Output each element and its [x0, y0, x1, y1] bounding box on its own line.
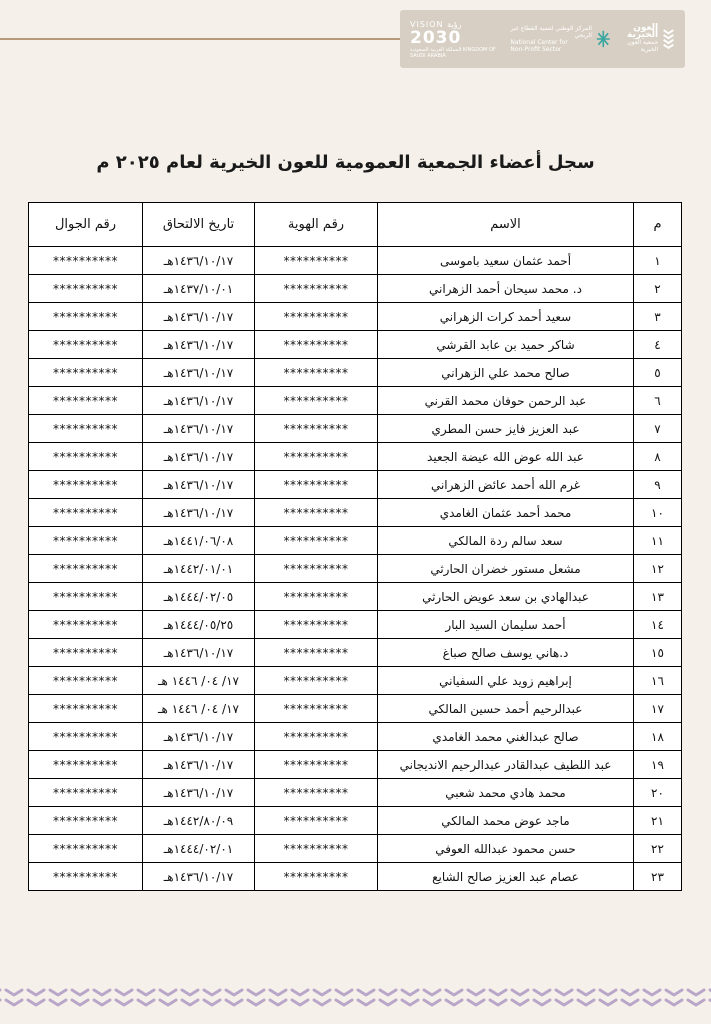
- row-num: ١٥: [634, 639, 682, 667]
- table-row: [29, 443, 682, 471]
- row-phone: **********: [29, 331, 143, 359]
- table-row: [29, 807, 682, 835]
- row-id: **********: [255, 639, 378, 667]
- row-phone: **********: [29, 415, 143, 443]
- row-phone: **********: [29, 471, 143, 499]
- row-num: ١٣: [634, 583, 682, 611]
- row-date: ١٤٣٦/١٠/١٧هـ: [143, 471, 255, 499]
- row-date: ١٤٣٦/١٠/١٧هـ: [143, 443, 255, 471]
- ncnp-emblem-icon: [596, 28, 611, 50]
- row-num: ١: [634, 247, 682, 275]
- row-num: ٢٣: [634, 863, 682, 891]
- table-row: [29, 359, 682, 387]
- row-id: **********: [255, 415, 378, 443]
- table-row: [29, 527, 682, 555]
- row-id: **********: [255, 359, 378, 387]
- row-id: **********: [255, 303, 378, 331]
- row-date: ١٤٣٦/١٠/١٧هـ: [143, 639, 255, 667]
- footer-chevron-pattern: [0, 982, 711, 1022]
- row-num: ٨: [634, 443, 682, 471]
- row-date: ١٤٣٦/١٠/١٧هـ: [143, 359, 255, 387]
- row-name: شاكر حميد بن عابد القرشي: [378, 331, 634, 359]
- row-phone: **********: [29, 303, 143, 331]
- table-row: [29, 331, 682, 359]
- members-table: [28, 202, 682, 891]
- row-date: ١٤٣٦/١٠/١٧هـ: [143, 863, 255, 891]
- row-name: د. محمد سيحان أحمد الزهراني: [378, 275, 634, 303]
- table-row: [29, 611, 682, 639]
- row-id: **********: [255, 723, 378, 751]
- vision-sub: المملكة العربية السعودية KINGDOM OF SAUDI ARABIA: [409, 46, 496, 59]
- row-phone: **********: [29, 835, 143, 863]
- row-id: **********: [255, 247, 378, 275]
- row-date: ١٤٤٤/٠٢/٠١هـ: [143, 835, 255, 863]
- header-logos: [400, 10, 685, 68]
- row-name: عصام عبد العزيز صالح الشايع: [378, 863, 634, 891]
- header-name: الاسم: [378, 203, 634, 247]
- row-num: ١٧: [634, 695, 682, 723]
- row-name: مشعل مستور خضران الحارثي: [378, 555, 634, 583]
- row-date: ١٤٤٤/٠٢/٠٥هـ: [143, 583, 255, 611]
- row-num: ١٩: [634, 751, 682, 779]
- row-phone: **********: [29, 555, 143, 583]
- row-name: غرم الله أحمد عائض الزهراني: [378, 471, 634, 499]
- row-phone: **********: [29, 723, 143, 751]
- row-phone: **********: [29, 779, 143, 807]
- row-id: **********: [255, 331, 378, 359]
- header-num: م: [634, 203, 682, 247]
- row-phone: **********: [29, 807, 143, 835]
- row-name: صالح عبدالغني محمد الغامدي: [378, 723, 634, 751]
- row-num: ٢١: [634, 807, 682, 835]
- table-row: [29, 695, 682, 723]
- row-date: ١٤٣٦/١٠/١٧هـ: [143, 247, 255, 275]
- ncnp-english-line-2: Non-Profit Sector: [510, 46, 562, 53]
- row-id: **********: [255, 443, 378, 471]
- row-num: ١٨: [634, 723, 682, 751]
- row-name: إبراهيم زويد علي السفياني: [378, 667, 634, 695]
- row-date: ١٤٣٦/١٠/١٧هـ: [143, 751, 255, 779]
- table-row: [29, 555, 682, 583]
- row-name: صالح محمد علي الزهراني: [378, 359, 634, 387]
- table-row: [29, 583, 682, 611]
- row-date: ١٧/ ٠٤/ ١٤٤٦ هـ: [143, 695, 255, 723]
- row-num: ٩: [634, 471, 682, 499]
- row-id: **********: [255, 807, 378, 835]
- table-row: [29, 779, 682, 807]
- row-phone: **********: [29, 695, 143, 723]
- org-emblem-icon: [662, 26, 675, 52]
- table-row: [29, 639, 682, 667]
- row-name: أحمد سليمان السيد البار: [378, 611, 634, 639]
- row-num: ٢٢: [634, 835, 682, 863]
- row-date: ١٤٤٢/٨٠/٠٩هـ: [143, 807, 255, 835]
- row-phone: **********: [29, 275, 143, 303]
- row-num: ١٦: [634, 667, 682, 695]
- table-row: [29, 723, 682, 751]
- row-phone: **********: [29, 639, 143, 667]
- row-name: عبد اللطيف عبدالقادر عبدالرحيم الانديجاني: [378, 751, 634, 779]
- table-row: [29, 751, 682, 779]
- row-phone: **********: [29, 387, 143, 415]
- row-num: ٢: [634, 275, 682, 303]
- row-num: ١٠: [634, 499, 682, 527]
- row-date: ١٤٣٦/١٠/١٧هـ: [143, 387, 255, 415]
- row-id: **********: [255, 527, 378, 555]
- row-date: ١٧/ ٠٤/ ١٤٤٦ هـ: [143, 667, 255, 695]
- table-row: [29, 247, 682, 275]
- vision-2030-logo: [410, 20, 510, 59]
- row-date: ١٤٣٦/١٠/١٧هـ: [143, 415, 255, 443]
- row-date: ١٤٤١/٠٦/٠٨هـ: [143, 527, 255, 555]
- row-phone: **********: [29, 863, 143, 891]
- row-id: **********: [255, 275, 378, 303]
- header-id: رقم الهوية: [255, 203, 378, 247]
- row-name: د.هاني يوسف صالح صباغ: [378, 639, 634, 667]
- row-name: عبدالهادي بن سعد عويض الحارثي: [378, 583, 634, 611]
- row-num: ٧: [634, 415, 682, 443]
- row-name: محمد أحمد عثمان الغامدي: [378, 499, 634, 527]
- row-phone: **********: [29, 499, 143, 527]
- table-row: [29, 387, 682, 415]
- row-id: **********: [255, 695, 378, 723]
- row-id: **********: [255, 751, 378, 779]
- row-date: ١٤٣٦/١٠/١٧هـ: [143, 499, 255, 527]
- ncnp-english-line-1: National Center for: [510, 39, 568, 46]
- row-id: **********: [255, 555, 378, 583]
- table-row: [29, 471, 682, 499]
- row-phone: **********: [29, 443, 143, 471]
- row-num: ٤: [634, 331, 682, 359]
- row-num: ١٤: [634, 611, 682, 639]
- row-num: ١١: [634, 527, 682, 555]
- row-phone: **********: [29, 667, 143, 695]
- row-id: **********: [255, 835, 378, 863]
- row-name: سعيد أحمد كرات الزهراني: [378, 303, 634, 331]
- row-name: حسن محمود عبدالله العوفي: [378, 835, 634, 863]
- table-header-row: [29, 203, 682, 247]
- row-phone: **********: [29, 247, 143, 275]
- table-row: [29, 499, 682, 527]
- vision-year: 2030: [409, 27, 462, 48]
- header-date: تاريخ الالتحاق: [143, 203, 255, 247]
- row-num: ٣: [634, 303, 682, 331]
- row-name: عبد الرحمن حوفان محمد القرني: [378, 387, 634, 415]
- org-logo-sub: جمعية العون الخيرية: [627, 39, 659, 53]
- table-row: [29, 275, 682, 303]
- row-phone: **********: [29, 611, 143, 639]
- row-phone: **********: [29, 751, 143, 779]
- row-name: عبدالرحيم أحمد حسين المالكي: [378, 695, 634, 723]
- row-date: ١٤٤٢/٠١/٠١هـ: [143, 555, 255, 583]
- row-date: ١٤٣٦/١٠/١٧هـ: [143, 331, 255, 359]
- row-id: **********: [255, 583, 378, 611]
- row-date: ١٤٤٤/٠٥/٢٥هـ: [143, 611, 255, 639]
- row-id: **********: [255, 499, 378, 527]
- row-name: سعد سالم ردة المالكي: [378, 527, 634, 555]
- page-title: سجل أعضاء الجمعية العمومية للعون الخيرية لعام ٢٠٢٥ م: [96, 152, 595, 173]
- ncnp-arabic-name: المركز الوطني لتنمية القطاع غير الربحي: [510, 25, 592, 39]
- row-id: **********: [255, 779, 378, 807]
- table-row: [29, 415, 682, 443]
- row-id: **********: [255, 611, 378, 639]
- row-id: **********: [255, 667, 378, 695]
- header-divider-line: [0, 38, 430, 40]
- header-phone: رقم الجوال: [29, 203, 143, 247]
- row-date: ١٤٣٦/١٠/١٧هـ: [143, 779, 255, 807]
- row-id: **********: [255, 863, 378, 891]
- vision-label: VISION رؤية: [409, 19, 462, 29]
- row-num: ٦: [634, 387, 682, 415]
- row-num: ١٢: [634, 555, 682, 583]
- row-name: محمد هادي محمد شعبي: [378, 779, 634, 807]
- row-name: أحمد عثمان سعيد باموسى: [378, 247, 634, 275]
- org-logo-name: العون الخيرية: [627, 23, 659, 40]
- row-name: ماجد عوض محمد المالكي: [378, 807, 634, 835]
- row-date: ١٤٣٦/١٠/١٧هـ: [143, 723, 255, 751]
- row-date: ١٤٣٧/١٠/٠١هـ: [143, 275, 255, 303]
- row-num: ٥: [634, 359, 682, 387]
- row-id: **********: [255, 471, 378, 499]
- table-row: [29, 303, 682, 331]
- row-id: **********: [255, 387, 378, 415]
- table-row: [29, 667, 682, 695]
- row-date: ١٤٣٦/١٠/١٧هـ: [143, 303, 255, 331]
- row-phone: **********: [29, 583, 143, 611]
- ncnp-logo: [510, 25, 610, 53]
- table-row: [29, 863, 682, 891]
- row-phone: **********: [29, 527, 143, 555]
- table-row: [29, 835, 682, 863]
- row-phone: **********: [29, 359, 143, 387]
- row-name: عبد الله عوض الله عيضة الجعيد: [378, 443, 634, 471]
- row-name: عبد العزيز فايز حسن المطري: [378, 415, 634, 443]
- row-num: ٢٠: [634, 779, 682, 807]
- org-logo: [610, 25, 675, 53]
